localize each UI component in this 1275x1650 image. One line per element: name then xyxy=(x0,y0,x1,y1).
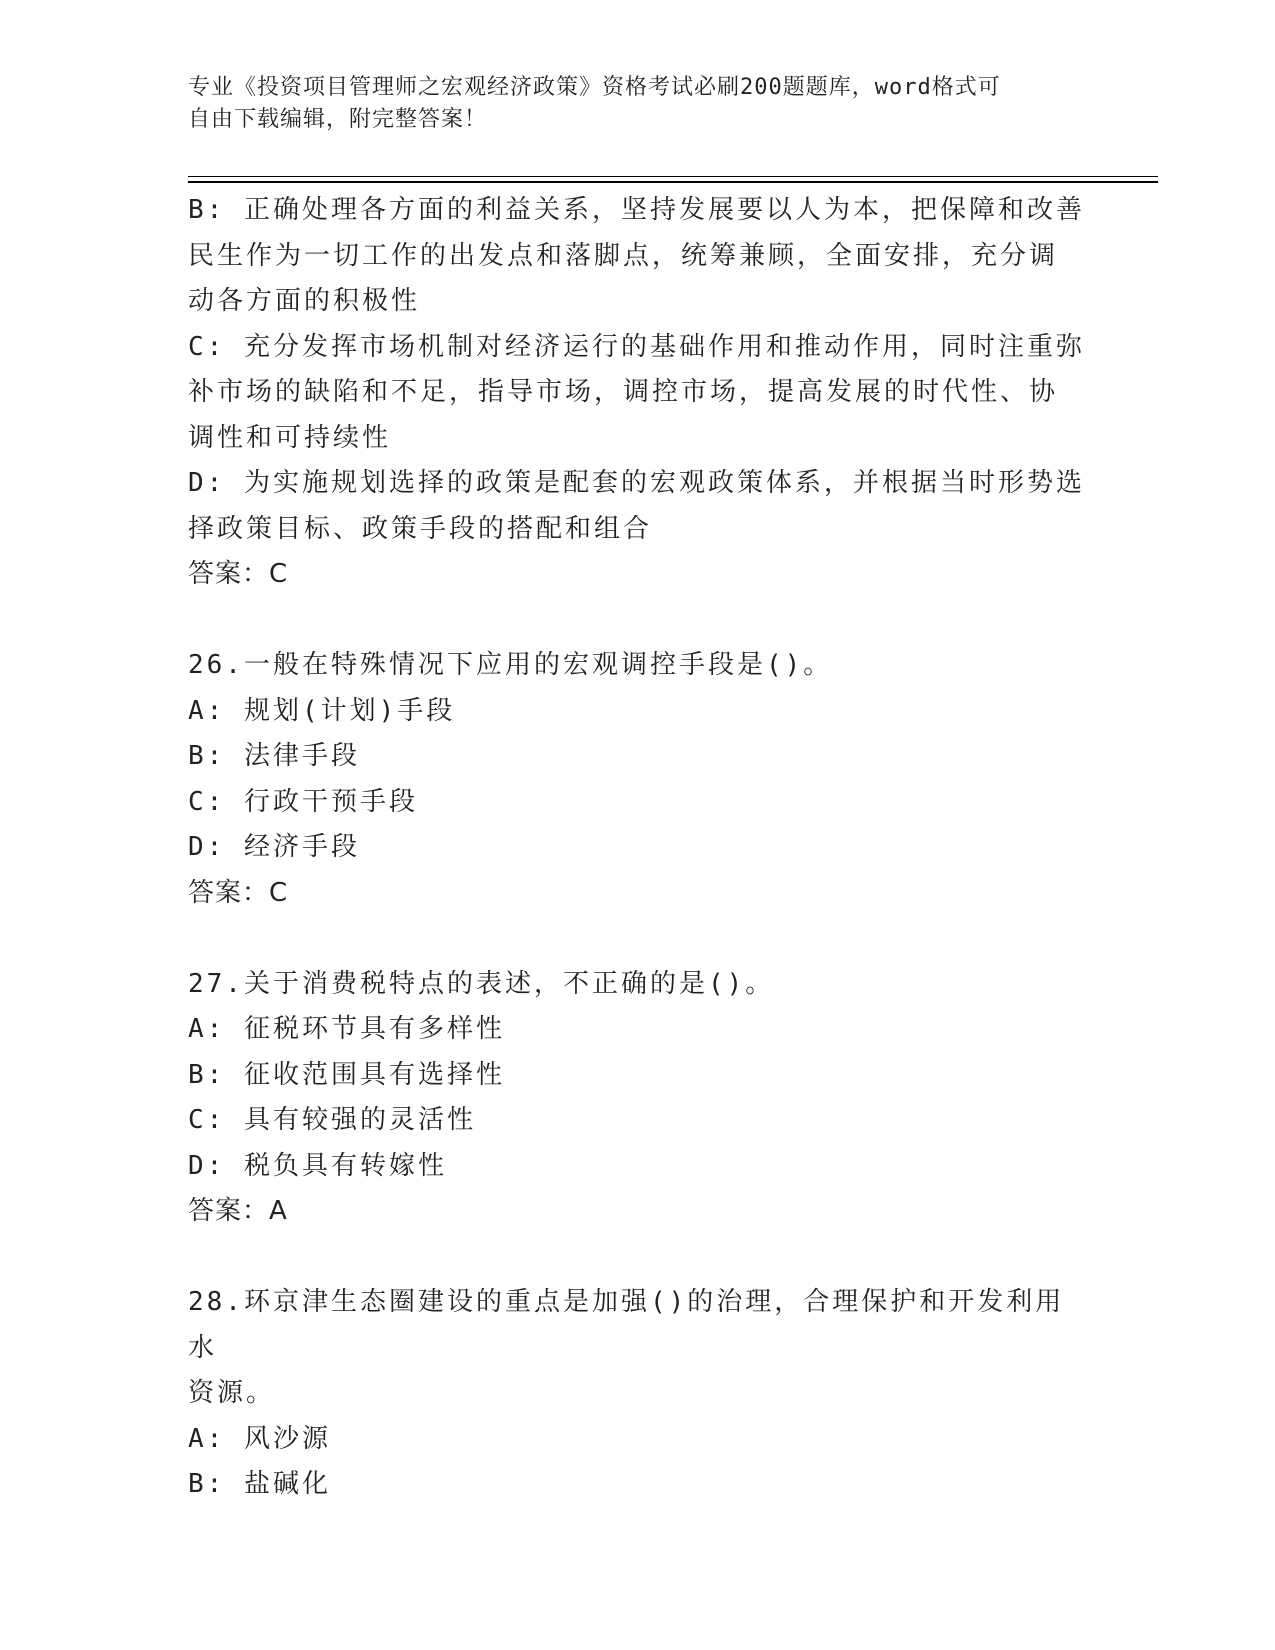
answer-label: 答案：C xyxy=(188,559,289,589)
question-stem: 26.一般在特殊情况下应用的宏观调控手段是()。 xyxy=(188,650,833,680)
option-b: B: 盐碱化 xyxy=(188,1469,331,1499)
answer-label: 答案：A xyxy=(188,1196,288,1226)
page-header xyxy=(188,72,1068,136)
header-line-2: 自由下载编辑，附完整答案！ xyxy=(188,107,488,132)
spacer xyxy=(188,916,1088,962)
option-a: A: 风沙源 xyxy=(188,1423,331,1454)
option-b: B: 征收范围具有选择性 xyxy=(188,1059,505,1090)
question-stem: 28.环京津生态圈建设的重点是加强()的治理，合理保护和开发利用水 xyxy=(188,1287,1065,1363)
option-d-cont: 择政策目标、政策手段的搭配和组合 xyxy=(188,513,653,544)
spacer xyxy=(188,1235,1088,1281)
header-divider-thin xyxy=(188,176,1158,177)
option-c-cont: 调性和可持续性 xyxy=(188,422,392,453)
question-28 xyxy=(188,1280,1088,1508)
option-b-cont: 动各方面的积极性 xyxy=(188,286,421,316)
question-26 xyxy=(188,643,1088,916)
option-b-cont: 民生作为一切工作的出发点和落脚点，统筹兼顾，全面安排，充分调 xyxy=(188,240,1059,271)
spacer xyxy=(188,598,1088,644)
option-b: B: 法律手段 xyxy=(188,741,360,771)
question-stem-cont: 资源。 xyxy=(188,1378,276,1408)
option-a: A: 规划(计划)手段 xyxy=(188,695,456,726)
option-d: D: 经济手段 xyxy=(188,832,360,862)
header-line-1: 专业《投资项目管理师之宏观经济政策》资格考试必刷200题题库，word格式可 xyxy=(188,75,1001,100)
question-content xyxy=(188,188,1088,1508)
option-c: C: 行政干预手段 xyxy=(188,786,418,817)
answer-label: 答案：C xyxy=(188,877,289,908)
header-divider-thick xyxy=(188,181,1158,183)
option-a: A: 征税环节具有多样性 xyxy=(188,1014,505,1044)
option-d: D: 税负具有转嫁性 xyxy=(188,1150,447,1181)
question-27 xyxy=(188,962,1088,1235)
option-d: D: 为实施规划选择的政策是配套的宏观政策体系，并根据当时形势选 xyxy=(188,468,1085,498)
option-c: C: 具有较强的灵活性 xyxy=(188,1105,476,1135)
option-b: B: 正确处理各方面的利益关系，坚持发展要以人为本，把保障和改善 xyxy=(188,195,1085,225)
option-c-cont: 补市场的缺陷和不足，指导市场，调控市场，提高发展的时代性、协 xyxy=(188,377,1059,407)
option-c: C: 充分发挥市场机制对经济运行的基础作用和推动作用，同时注重弥 xyxy=(188,331,1085,362)
question-stem: 27.关于消费税特点的表述，不正确的是()。 xyxy=(188,968,775,999)
prev-question-block xyxy=(188,188,1088,598)
